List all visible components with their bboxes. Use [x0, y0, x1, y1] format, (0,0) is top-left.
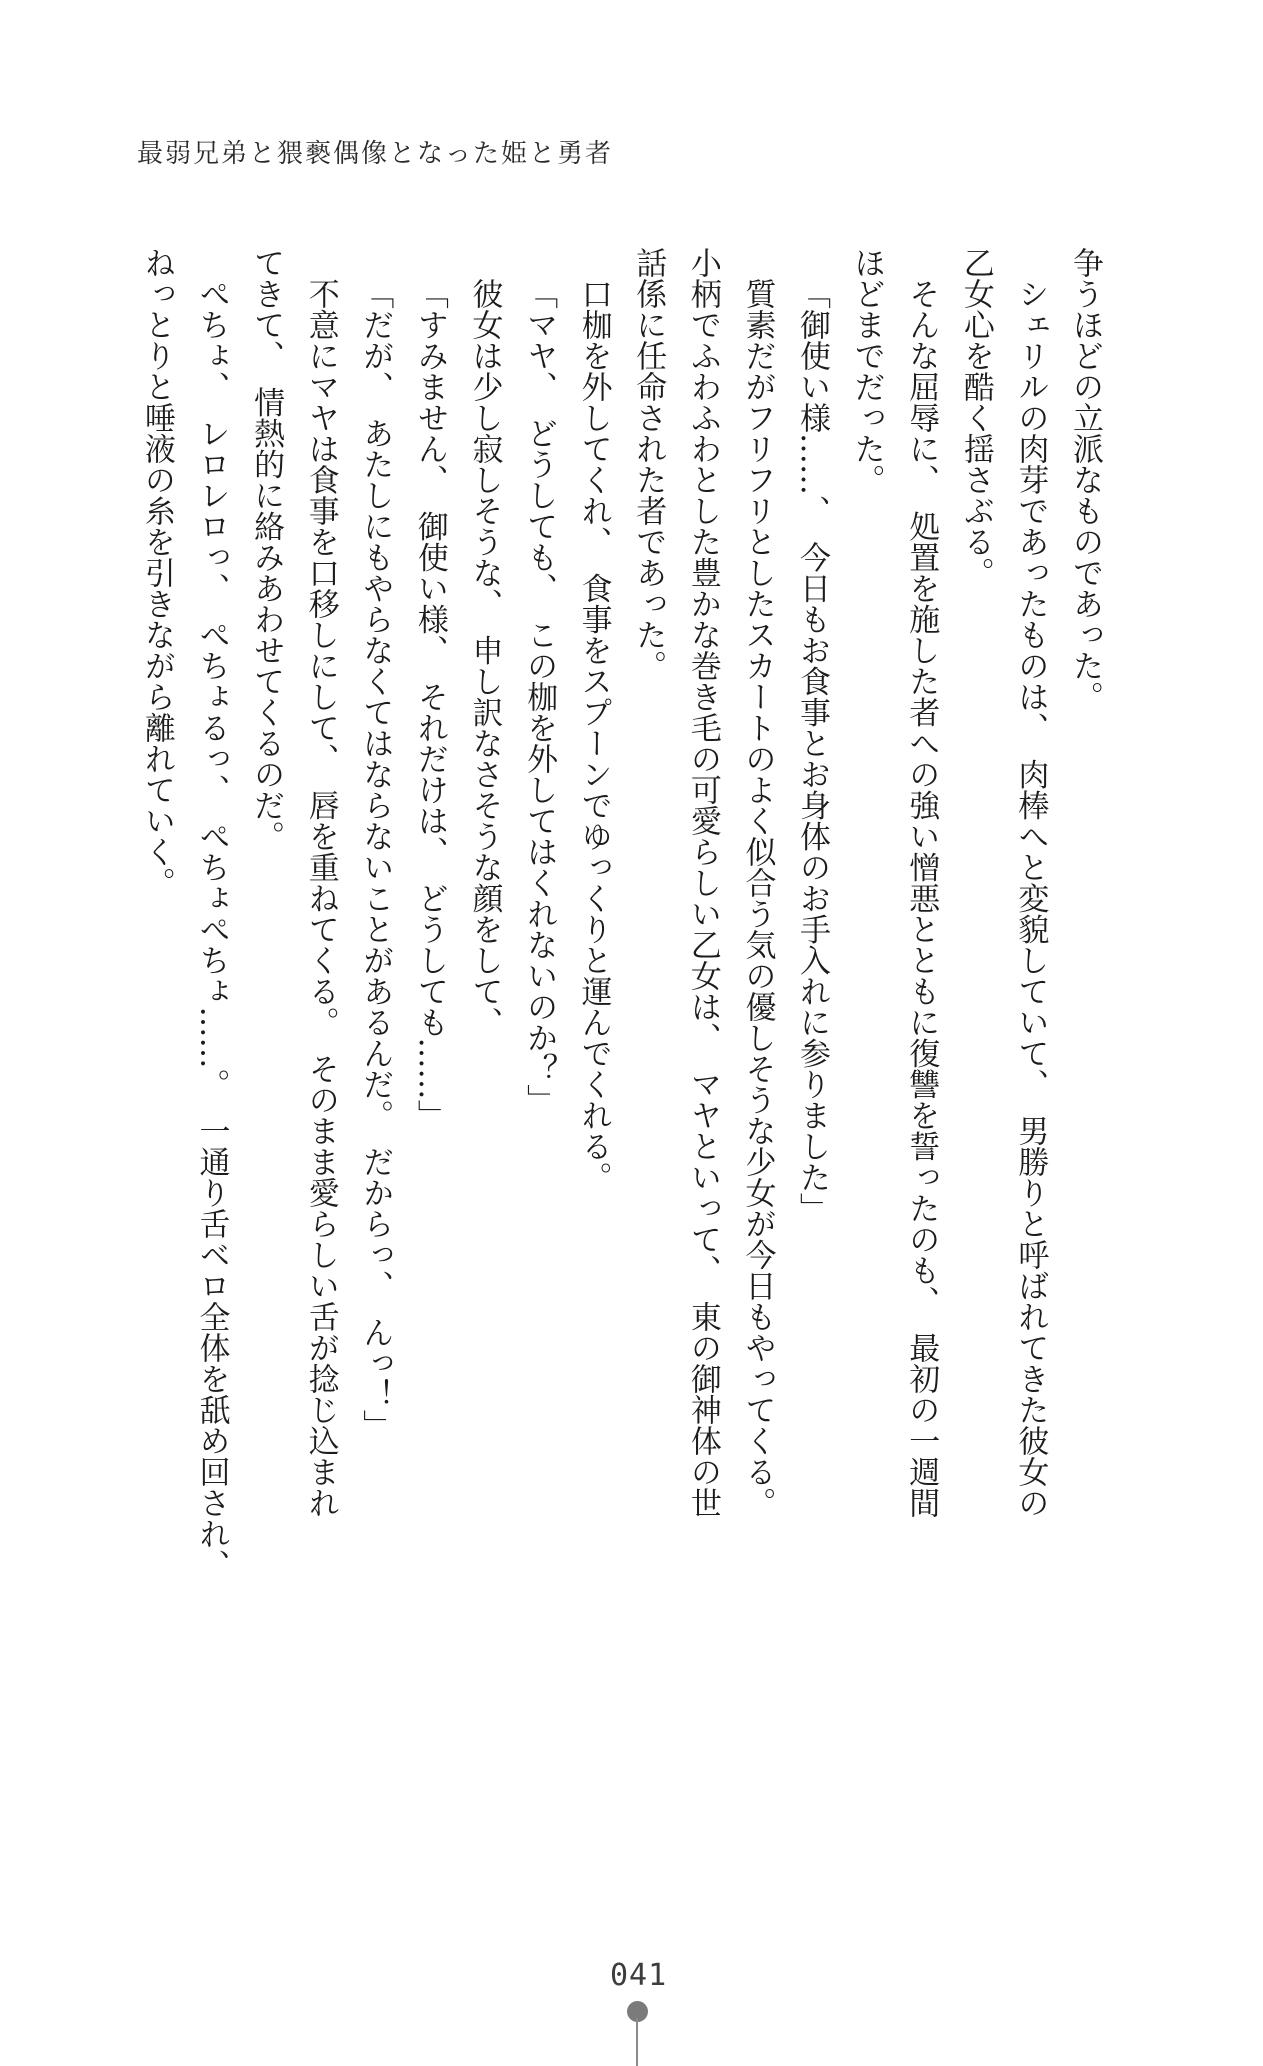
text-column-line: ねっとりと唾液の糸を引きながら離れていく。 — [138, 247, 175, 898]
text-column-line: 小柄でふわふわとした豊かな巻き毛の可愛らしい乙女は、 マヤといって、 東の御神体の世 — [684, 247, 721, 1518]
text-column-line: シェリルの肉芽であったものは、 肉棒へと変貌していて、 男勝りと呼ばれてきた彼女の — [1012, 278, 1049, 1518]
text-column-line: 「マヤ、 どうしても、 この枷を外してはくれないのか？」 — [521, 278, 558, 1115]
text-column-line: そんな屈辱に、 処置を施した者への強い憎悪とともに復讐を誓ったのも、 最初の一週間 — [903, 278, 940, 1518]
page-number: 041 — [610, 1958, 668, 1993]
text-column-line: ぺちょ、 レロレロっ、 ぺちょるっ、 ぺちょぺちょ……。 一通り舌ベロ全体を舐め回され、 — [193, 278, 230, 1580]
text-column-line: ほどまでだった。 — [848, 247, 885, 495]
text-column-line: 彼女は少し寂しそうな、 申し訳なさそうな顔をして、 — [466, 278, 503, 1038]
footer-line-ornament — [636, 2018, 638, 2066]
text-column-line: てきて、 情熱的に絡みあわせてくるのだ。 — [248, 247, 285, 852]
text-column-line: 質素だがフリフリとしたスカートのよく似合う気の優しそうな少女が今日もやってくる。 — [739, 278, 776, 1518]
vertical-text-block — [127, 247, 1112, 1647]
text-column-line: 争うほどの立派なものであった。 — [1067, 247, 1103, 712]
text-column-line: 「御使い様……、 今日もお食事とお身体のお手入れに参りました」 — [794, 278, 831, 1224]
text-column-line: 「すみません、 御使い様、 それだけは、 どうしても……」 — [411, 278, 448, 1131]
text-column-line: 口枷を外してくれ、 食事をスプーンでゆっくりと運んでくれる。 — [575, 278, 612, 1193]
running-header-title: 最弱兄弟と猥褻偶像となった姫と勇者 — [137, 139, 614, 169]
text-column-line: 「だが、 あたしにもやらなくてはならないことがあるんだ。 だからっ、 んっ！」 — [357, 278, 394, 1441]
text-column-line: 不意にマヤは食事を口移しにして、 唇を重ねてくる。 そのまま愛らしい舌が捻じ込まれ — [302, 278, 339, 1518]
text-column-line: 話係に任命された者であった。 — [630, 247, 667, 681]
text-column-line: 乙女心を酷く揺さぶる。 — [957, 247, 994, 588]
